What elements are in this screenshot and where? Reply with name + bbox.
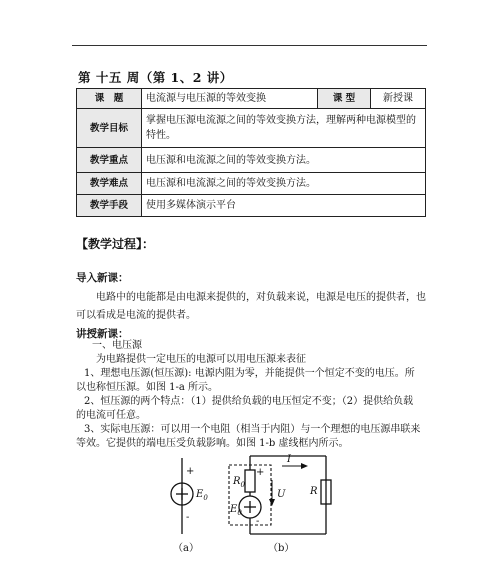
objective-label: 教学目标	[77, 109, 142, 148]
plus-label-b: +	[256, 467, 265, 478]
topic-label: 课 题	[77, 89, 142, 109]
section-title: 一、电压源	[92, 340, 142, 351]
topic-value: 电流源与电压源的等效变换	[142, 89, 318, 109]
load-label: R	[310, 486, 318, 497]
week-title: 第 十五 周（第 1、2 讲）	[78, 70, 233, 85]
e0-label-b: $E_0$	[230, 504, 242, 517]
section-lead: 为电路提供一定电压的电源可以用电压源来表征	[96, 354, 306, 365]
item-line: 以也称恒压源。如图 1-a 所示。	[76, 382, 219, 393]
item-line: 3、实际电压源：可以用一个电阻（相当于内阻）与一个理想的电压源串联来	[84, 424, 421, 435]
item-line: 等效。它提供的端电压受负载影响。如图 1-b 虚线框内所示。	[76, 438, 349, 449]
type-value: 新授课	[371, 89, 426, 109]
figure-a-caption: （a）	[173, 543, 199, 554]
current-label: I	[287, 454, 291, 465]
item-line: 1、理想电压源(恒压源): 电源内阻为零，并能提供一个恒定不变的电压。所	[84, 368, 415, 379]
means-value: 使用多媒体演示平台	[142, 195, 426, 217]
intro-heading: 导入新课：	[76, 272, 129, 284]
item-line: 2、恒压源的两个特点：（1）提供给负载的电压恒定不变；（2）提供给负载	[84, 396, 414, 407]
r0-label: $R_0$	[233, 476, 245, 489]
intro-paragraph-line: 电路中的电能都是由电源来提供的，对负载来说，电源是电压的提供者，也	[96, 292, 426, 303]
e0-label-a: $E_0$	[196, 489, 208, 502]
item-line: 的电流可任意。	[76, 410, 146, 421]
key-value: 电压源和电流源之间的等效变换方法。	[142, 148, 426, 173]
voltage-label: U	[277, 489, 286, 500]
minus-label-b: -	[256, 516, 260, 527]
figure-b-caption: （b）	[268, 543, 295, 554]
minus-label-a: -	[186, 512, 190, 523]
plus-label-a: +	[186, 466, 195, 477]
difficulty-label: 教学难点	[77, 173, 142, 195]
new-lesson-heading: 讲授新课：	[76, 328, 129, 340]
difficulty-value: 电压源和电流源之间的等效变换方法。	[142, 173, 426, 195]
intro-paragraph-line: 可以看成是电流的提供者。	[76, 310, 196, 321]
voltage-arrow	[269, 499, 275, 506]
process-heading: 【教学过程】：	[76, 237, 155, 251]
objective-value: 掌握电压源电流源之间的等效变换方法，理解两种电源模型的特性。	[142, 109, 426, 148]
type-label: 课 型	[318, 89, 371, 109]
means-label: 教学手段	[77, 195, 142, 217]
key-label: 教学重点	[77, 148, 142, 173]
current-arrow	[301, 463, 308, 469]
internal-resistor-symbol	[245, 470, 255, 492]
